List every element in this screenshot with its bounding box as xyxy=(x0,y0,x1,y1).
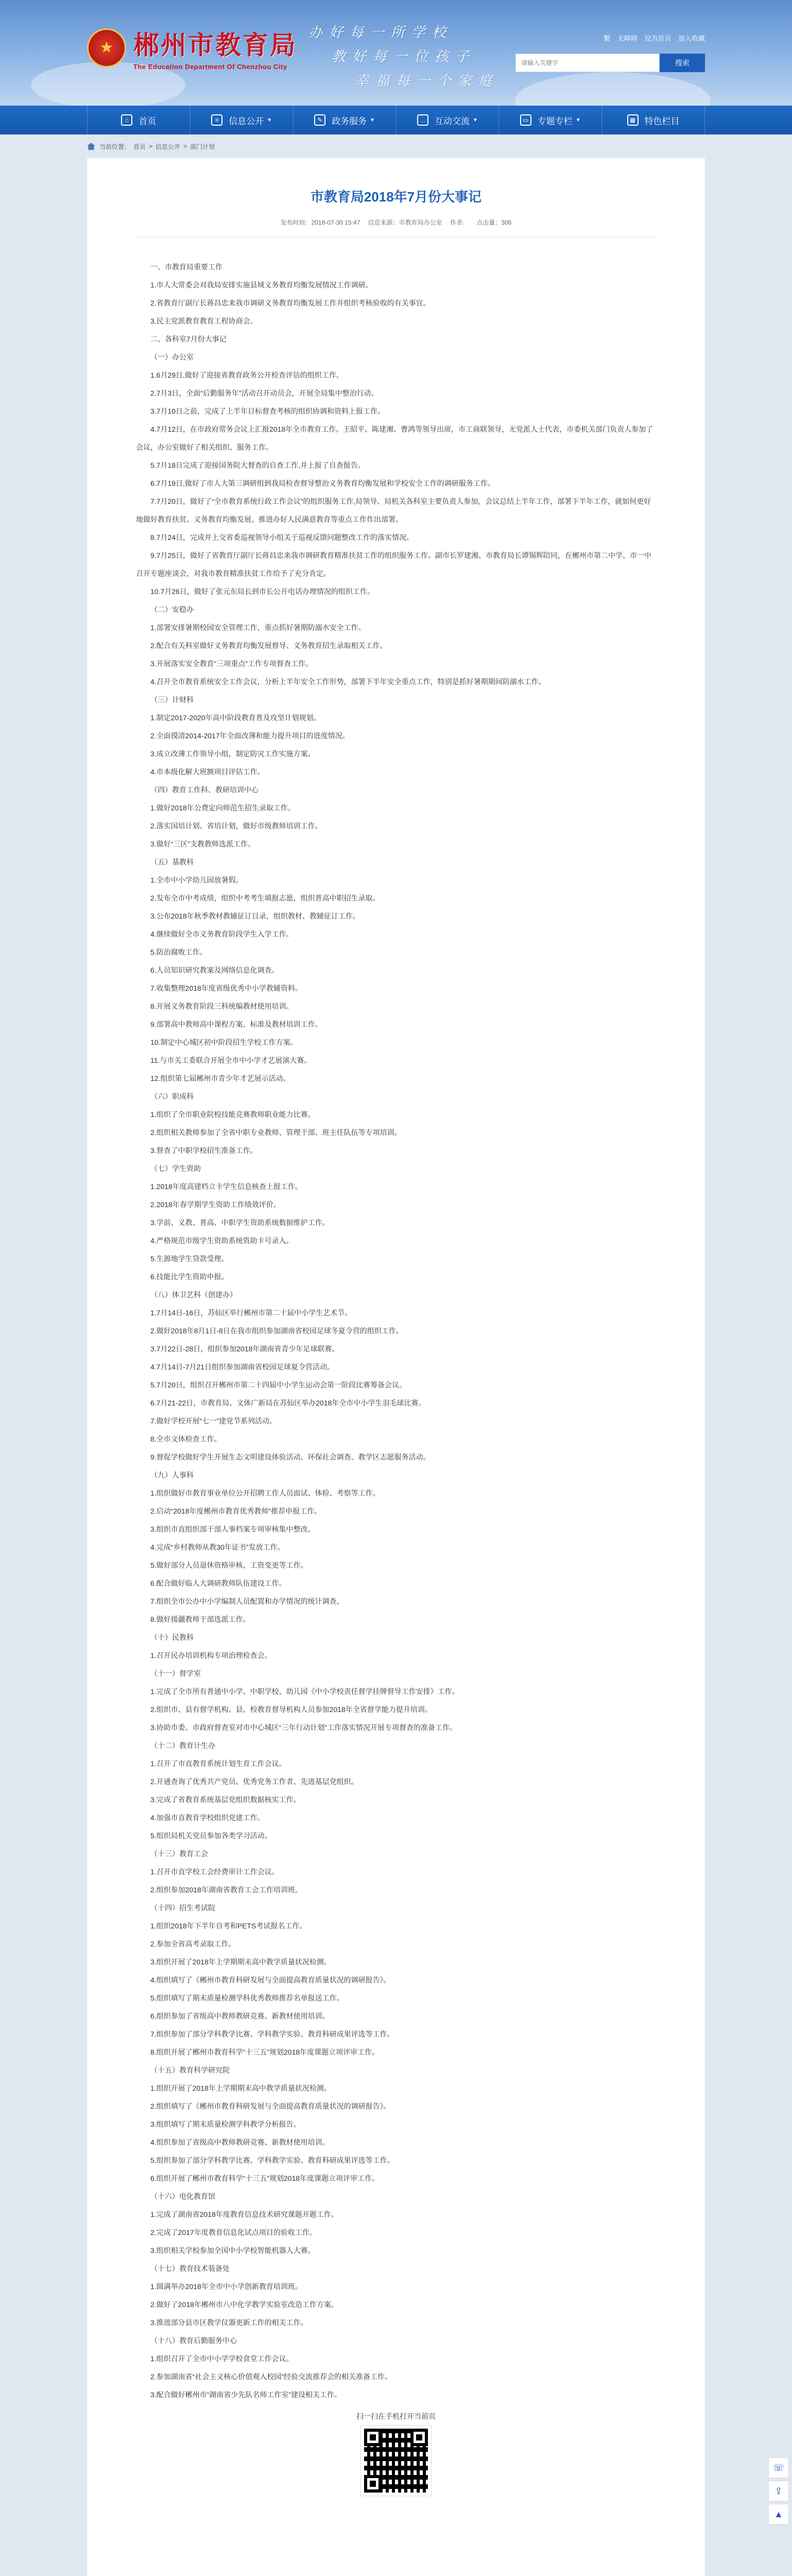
article-paragraph: 4.召开全市教育系统安全工作会议，分析上半年安全工作形势，部署下半年安全重点工作，特别是抓好暑期期间防溺水工作。 xyxy=(150,677,546,686)
info-source: 信息来源：市教育局办公室 xyxy=(368,219,442,226)
article-paragraph: （十八）教育后勤服务中心 xyxy=(150,2336,237,2345)
breadcrumb xyxy=(87,134,705,158)
search-button[interactable]: 搜索 xyxy=(660,54,705,72)
slogans xyxy=(308,21,499,93)
article-paragraph: （七）学生资助 xyxy=(150,1164,201,1173)
slogan-line: 幸福每一个家庭 xyxy=(355,73,499,89)
article-paragraph: 3.学前、义教、普高、中职学生资助系统数据维护工作。 xyxy=(150,1218,330,1227)
nav-label: 首页 xyxy=(139,116,157,126)
article-paragraph: 2.启动“2018年度郴州市教育优秀教师”推荐申报工作。 xyxy=(150,1507,322,1515)
article-paragraph: 7.组织全市公办中小学编制人员配置和办学情况的统计调查。 xyxy=(150,1597,344,1605)
article-paragraph: 6.7月19日,做好了市人大第三调研组到我局检查督导整治义务教育均衡发展和学校安全工作的调研服务工作。 xyxy=(150,479,495,487)
article-paragraph: 1.6月29日,做好了迎接省教育政务公开检查评估的组织工作。 xyxy=(150,371,343,379)
article-paragraph: 2.完成了2017年度教育信息化试点项目的验收工作。 xyxy=(150,2228,317,2236)
doc-icon: ≡ xyxy=(211,114,222,126)
home-icon: ⌂ xyxy=(121,114,132,126)
article-paragraph: 1.组织了全市职业院校技能竞赛教师职业能力比赛。 xyxy=(150,1110,315,1118)
site-header xyxy=(0,0,792,106)
nav-label: 政务服务 xyxy=(332,116,367,126)
article-paragraph: 3.督查了中职学校招生准备工作。 xyxy=(150,1146,257,1155)
article-container xyxy=(87,158,705,2576)
article-paragraph: 3.组织开展了2018年上学期期末高中教学质量状况检测。 xyxy=(150,1958,331,1966)
article-paragraph: 1.部署安排暑期校园安全管理工作，重点抓好暑期防溺水安全工作。 xyxy=(150,623,366,632)
article-paragraph: 一、市教育局重要工作 xyxy=(150,263,222,271)
article-paragraph: 5.做好部分人员退休资格审核、工资变更等工作。 xyxy=(150,1561,308,1569)
article-paragraph: 2.组织参加2018年湖南省教育工会工作培训班。 xyxy=(150,1886,302,1894)
publish-time: 发布时间：2018-07-30 15:47 xyxy=(280,219,360,226)
article-paragraph: （十六）电化教育馆 xyxy=(150,2192,215,2200)
article-paragraph: 8.组织开展了郴州市教育科学“十三五”规划2018年度课题立项评审工作。 xyxy=(150,2048,380,2056)
article-paragraph: 5.防治腐败工作。 xyxy=(150,948,207,956)
article-paragraph: 6.配合做好临人大调研教师队伍建设工作。 xyxy=(150,1579,286,1587)
article-paragraph: 2.组织市、县有督学机构、县、校教育督导机构人员参加2018年全省督学能力提升培训。 xyxy=(150,1705,432,1714)
article-paragraph: 11.与市关工委联合开展全市中小学才艺展演大赛。 xyxy=(150,1056,312,1064)
article-paragraph: 1.完成了全市所有普通中小学、中职学校、幼儿园《中小学校责任督学挂牌督导工作安排》工作。 xyxy=(150,1687,459,1696)
article-paragraph: 5.组织参加了部分学科教学比赛、学科教学实验、教育科研成果评选等工作。 xyxy=(150,2156,394,2164)
view-count: 点击量：306 xyxy=(476,219,512,226)
article-paragraph: 7.收集整理2018年度省级优秀中小学教辅资料。 xyxy=(150,984,302,992)
article-paragraph: 1.组织召开了全市中小学学校食堂工作会议。 xyxy=(150,2354,294,2363)
breadcrumb-info[interactable]: 信息公开 xyxy=(156,143,181,150)
article-paragraph: （十三）教育工会 xyxy=(150,1850,208,1858)
search-input[interactable] xyxy=(515,54,660,72)
chevron-down-icon: ▼ xyxy=(575,117,581,123)
article-paragraph: 7.组织参加了部分学科教学比赛、学科教学实验、教育科研成果评选等工作。 xyxy=(150,2030,394,2038)
article-paragraph: 1.圆满举办2018年全市中小学创新教育培训班。 xyxy=(150,2282,302,2291)
article-paragraph: 2.省教育厅副厅长蒋昌忠来我市调研义务教育均衡发展工作并组织考核验收的有关事宜。 xyxy=(150,299,431,307)
article-paragraph: （五）基教科 xyxy=(150,858,194,866)
nav-label: 专题专栏 xyxy=(537,116,573,126)
article-paragraph: （十二）教育计生办 xyxy=(150,1741,215,1750)
grid-icon: ▦ xyxy=(627,114,639,126)
article-paragraph: 8.7月24日，完成并上交省委巡视领导小组关于巡视反馈问题整改工作的落实情况。 xyxy=(150,533,414,541)
qr-area xyxy=(136,2411,656,2496)
qr-code-icon xyxy=(361,2426,431,2496)
article-body xyxy=(136,258,656,2404)
article-paragraph: 3.7月10日之前，完成了上半年目标督查考核的组织协调和资料上报工作。 xyxy=(150,407,385,415)
article-paragraph: 1.制定2017-2020年高中阶段教育普及攻坚计划规划。 xyxy=(150,714,321,722)
article-paragraph: 1.完成了湖南省2018年度教育信息技术研究课题开题工作。 xyxy=(150,2210,338,2218)
chat-icon: … xyxy=(417,114,428,126)
nav-label: 互动交流 xyxy=(434,116,470,126)
article-paragraph: 5.7月18日完成了迎接国务院大督查的自查工作,并上报了自查报告。 xyxy=(150,461,365,469)
article-paragraph: 7.做好学校开展“七一”建党节系列活动。 xyxy=(150,1417,277,1425)
article-paragraph: （二）安稳办 xyxy=(150,605,194,614)
article-paragraph: 3.组织填写了期末质量检测学科教学分析报告。 xyxy=(150,2120,301,2128)
article-paragraph: 8.做好援疆教师干部选派工作。 xyxy=(150,1615,250,1623)
breadcrumb-current[interactable]: 部门计划 xyxy=(190,143,215,150)
article-paragraph: 4.7月14日-7月21日组织参加湖南省校园足球夏令营活动。 xyxy=(150,1363,335,1371)
chevron-down-icon: ▼ xyxy=(370,117,375,123)
article-paragraph: 4.市本级化解大班额项目评估工作。 xyxy=(150,768,265,776)
article-paragraph: 3.7月22日-28日，组织参加2018年湖南省青少年足球联赛。 xyxy=(150,1345,339,1353)
article-paragraph: 2.7月3日，全面“后勤服务年”活动召开动员会，开展全局集中整治行动。 xyxy=(150,389,378,397)
article-paragraph: 2.做好了2018年郴州市八中化学教学实验室改造工作方案。 xyxy=(150,2300,338,2309)
article-paragraph: （十五）教育科学研究院 xyxy=(150,2066,230,2074)
article-paragraph: 2.做好2018年8月1日-8日在我市组织参加湖南省校园足球冬夏令营的组织工作。 xyxy=(150,1327,403,1335)
article-paragraph: 8.开展义务教育阶段三科统编教材使用培训。 xyxy=(150,1002,294,1010)
article-meta xyxy=(136,218,656,238)
article-paragraph: （九）人事科 xyxy=(150,1471,194,1479)
article-paragraph: 4.组织参加了省级高中教师教研竞赛、新教材使用培训。 xyxy=(150,2138,330,2146)
article-paragraph: 5.组织局机关党员参加各类学习活动。 xyxy=(150,1832,272,1840)
nav-gov-services[interactable] xyxy=(294,106,397,134)
breadcrumb-sep: > xyxy=(149,143,153,150)
breadcrumb-prefix: 当前位置： xyxy=(99,143,131,150)
article-paragraph: 1.组织2018年下半年自考和PETS考试报名工作。 xyxy=(150,1922,307,1930)
article-paragraph: （十四）招生考试院 xyxy=(150,1904,215,1912)
article-paragraph: 二、各科室7月份大事记 xyxy=(150,335,227,343)
article-paragraph: 1.全市中小学幼儿园放暑假。 xyxy=(150,876,243,884)
article-paragraph: 2.配合有关科室做好义务教育均衡发展督导、义务教育招生录取相关工作。 xyxy=(150,641,387,650)
article-paragraph: 3.配合做好郴州市“湖南省少先队名师工作室”建设相关工作。 xyxy=(150,2391,341,2399)
article-paragraph: 1.召开民办培训机构专项治理检查会。 xyxy=(150,1651,272,1659)
article-paragraph: 2.落实国培计划、省培计划，做好市级教师培训工作。 xyxy=(150,822,322,830)
chevron-down-icon: ▼ xyxy=(472,117,478,123)
article-paragraph: 4.严格规范市级学生资助系统资助卡号录入。 xyxy=(150,1236,294,1245)
article-paragraph: 2.参加湖南省“社会主义核心价值观入校园”经验交流推荐会的相关准备工作。 xyxy=(150,2372,392,2381)
nav-features[interactable] xyxy=(602,106,705,134)
article-paragraph: 3.公布2018年秋季教材教辅征订目录，组织教材、教辅征订工作。 xyxy=(150,912,360,920)
article-paragraph: 6.人员知识研究教案及网络信息化调查。 xyxy=(150,966,279,974)
share-float-icon[interactable]: ⇪ xyxy=(768,2481,789,2501)
article-paragraph: 3.组织相关学校参加全国中小学校智能机器人大赛。 xyxy=(150,2246,315,2255)
article-paragraph: 3.做好“三区”支教教师选派工作。 xyxy=(150,840,255,848)
article-paragraph: 6.组织开展了郴州市教育科学“十三五”规划2018年度课题立项评审工作。 xyxy=(150,2174,380,2182)
breadcrumb-home[interactable]: 首页 xyxy=(133,143,146,150)
article-paragraph: 4.7月12日，在市政府常务会议上汇报2018年全市教育工作。王昭平、陈建湘、曹鸿等领导出席，市工商联领导，无党派人士代表，市委机关部门负责人参加了会议，办公室做好了相关组织、服务工作。 xyxy=(136,425,653,451)
article-paragraph: 2.组织相关教师参加了全省中职专业教师、管理干部、班主任队伍等专项培训。 xyxy=(150,1128,402,1137)
article-paragraph: （四）教育工作科、教研培训中心 xyxy=(150,786,259,794)
article-paragraph: 5.7月20日，组织召开郴州市第二十四届中小学生运动会第一阶段比赛筹备会议。 xyxy=(150,1381,407,1389)
article-paragraph: 4.组织填写了《郴州市教育科研发展与全面提高教育质量状况的调研报告》。 xyxy=(150,1976,391,1984)
article-paragraph: 6.技能比学生资助申报。 xyxy=(150,1273,229,1281)
article-paragraph: 12.组织第七届郴州市青少年才艺展示活动。 xyxy=(150,1074,290,1082)
link-set-home[interactable]: 设为首页 xyxy=(644,35,672,42)
article-paragraph: 1.做好2018年公费定向师范生招生录取工作。 xyxy=(150,804,295,812)
article-paragraph: 2.全面摸清2014-2017年全面改薄和能力提升项目的进度情况。 xyxy=(150,732,350,740)
link-traditional[interactable]: 繁 xyxy=(604,35,611,42)
link-bookmark[interactable]: 加入收藏 xyxy=(678,35,705,42)
breadcrumb-sep: > xyxy=(183,143,187,150)
article-paragraph: 4.继续做好全市义务教育阶段学生入学工作。 xyxy=(150,930,294,938)
article-paragraph: 6.组织参加了省级高中教师教研竞赛、新教材使用培训。 xyxy=(150,2012,330,2020)
nav-topics[interactable] xyxy=(499,106,602,134)
folder-icon: ▭ xyxy=(520,114,531,126)
article-paragraph: 3.开展落实安全教育“三项重点”工作专项督查工作。 xyxy=(150,659,313,668)
article-paragraph: 7.7月20日，做好了“全市教育系统行政工作会议”的组织服务工作,局领导、局机关各科室主要负责人参加，会议总结上半年工作，部署下半年工作，就如何更好地做好教育扶贫、义务教育均衡发展、推进办好人民满意教育等重点工作作出部署。 xyxy=(136,497,651,523)
article-paragraph: 9.督促学校做好学生开展生态文明建设体验活动、环保社会调查、教学区志愿服务活动。 xyxy=(150,1453,431,1461)
article-paragraph: （八）体卫艺科（创建办） xyxy=(150,1291,237,1299)
article-paragraph: 1.组织开展了2018年上学期期末高中教学质量状况检测。 xyxy=(150,2084,331,2092)
slogan-line: 办好每一所学校 xyxy=(308,25,453,41)
nav-info-disclosure[interactable] xyxy=(191,106,294,134)
article-paragraph: 1.组织做好市教育事业单位公开招聘工作人员面试、体检、考察等工作。 xyxy=(150,1489,380,1497)
article-paragraph: 2.2018年春学期学生资助工作绩效评价。 xyxy=(150,1200,281,1209)
top-float-icon[interactable]: ▲ xyxy=(768,2504,789,2524)
article-paragraph: 2.参加全省高考录取工作。 xyxy=(150,1940,236,1948)
article-paragraph: （十七）教育技术装备处 xyxy=(150,2264,230,2273)
article-paragraph: （三）计财科 xyxy=(150,696,194,704)
article-paragraph: 3.完成了省教育系统基层党组织数据核实工作。 xyxy=(150,1795,301,1804)
article-paragraph: 2.组织填写了《郴州市教育科研发展与全面提高教育质量状况的调研报告》。 xyxy=(150,2102,391,2110)
article-paragraph: 5.组织填写了期末质量检测学科优秀教师推荐名单报送工作。 xyxy=(150,1994,344,2002)
chevron-down-icon: ▼ xyxy=(267,117,272,123)
article-paragraph: 9.部署高中教师高中课程方案、标准及教材培训工作。 xyxy=(150,1020,322,1028)
article-paragraph: 10.制定中心城区初中阶段招生学校工作方案。 xyxy=(150,1038,298,1046)
article-paragraph: 6.7月21-22日，市教育局、文体广新局在苏仙区举办2018年全市中小学生羽毛球比赛。 xyxy=(150,1399,426,1407)
site-title-en: The Education Department Of Chenzhou City xyxy=(133,63,287,71)
edit-icon: ✎ xyxy=(314,114,325,126)
nav-interaction[interactable] xyxy=(396,106,499,134)
article-paragraph: 1.7月14日-16日，苏仙区举行郴州市第二十届中小学生艺术节。 xyxy=(150,1309,352,1317)
wechat-float-icon[interactable]: ☏ xyxy=(768,2458,789,2478)
article-paragraph: （十一）督学室 xyxy=(150,1669,201,1677)
article-paragraph: 1.2018年度高建档立卡学生信息核查上报工作。 xyxy=(150,1182,302,1191)
link-accessibility[interactable]: 无障碍 xyxy=(617,35,638,42)
nav-label: 特色栏目 xyxy=(644,116,680,126)
article-paragraph: 4.加强市直教育学校组织党建工作。 xyxy=(150,1814,265,1822)
article-paragraph: 4.完成“乡村教师从教30年证书”发放工作。 xyxy=(150,1543,285,1551)
article-paragraph: 2.发布全市中考成绩，组织中考考生填报志愿，组织普高中职招生录取。 xyxy=(150,894,380,902)
site-logo[interactable] xyxy=(87,25,297,71)
article-paragraph: 1.召开了市直教育系统计划生育工作会议。 xyxy=(150,1759,286,1768)
home-icon xyxy=(87,143,95,150)
slogan-line: 教好每一位孩子 xyxy=(332,49,476,65)
article-paragraph: 9.7月25日，做好了省教育厅副厅长蒋昌忠来我市调研教育精准扶贫工作的组织服务工作。副市长罗建湘、市教育局长谭锡辉陪同，在郴州市第二中学、市一中召开专题座谈会，对我市教育精准扶贫工作给予了充分肯定。 xyxy=(136,551,652,578)
site-title: 郴州市教育局 xyxy=(133,30,297,60)
nav-home[interactable] xyxy=(87,106,191,134)
main-nav xyxy=(0,106,792,134)
article-paragraph: 3.协助市委、市政府督查室对市中心城区“三年行动计划”工作落实情况开展专项督查的准备工作。 xyxy=(150,1723,457,1732)
qr-caption: 扫一扫在手机打开当前页 xyxy=(356,2412,436,2420)
national-emblem-icon: ★ xyxy=(87,28,126,67)
article-paragraph: （一）办公室 xyxy=(150,353,194,361)
article-paragraph: 8.全市文体检查工作。 xyxy=(150,1435,221,1443)
search-bar xyxy=(515,54,705,72)
article-paragraph: 3.民主党派教育教育工程协商会。 xyxy=(150,317,257,325)
article-paragraph: 1.召开市直学校工会经费审计工作会议。 xyxy=(150,1868,279,1876)
article-paragraph: 2.开通查询了优秀共产党员、优秀党务工作者、先进基层党组织。 xyxy=(150,1777,358,1786)
author: 作者： xyxy=(450,219,469,226)
article-paragraph: 3.推进部分县市区教学仪器更新工作的相关工作。 xyxy=(150,2318,308,2327)
article-paragraph: 5.生源地学生贷款受理。 xyxy=(150,1255,229,1263)
nav-label: 信息公开 xyxy=(229,116,264,126)
article-paragraph: 10.7月26日，做好了张元东局长到市长公开电话办理情况的组织工作。 xyxy=(150,587,374,596)
article-paragraph: 3.组织市直组织部干部人事档案专项审核集中整改。 xyxy=(150,1525,315,1533)
article-paragraph: （十）民教科 xyxy=(150,1633,194,1641)
top-links xyxy=(598,33,705,43)
article-paragraph: 1.市人大常委会对我局安排实施县域义务教育均衡发展情况工作调研。 xyxy=(150,281,373,289)
article-paragraph: 3.成立改薄工作领导小组，制定防灾工作实施方案。 xyxy=(150,750,315,758)
article-paragraph: （六）职成科 xyxy=(150,1092,194,1100)
article-title: 市教育局2018年7月份大事记 xyxy=(310,189,482,205)
